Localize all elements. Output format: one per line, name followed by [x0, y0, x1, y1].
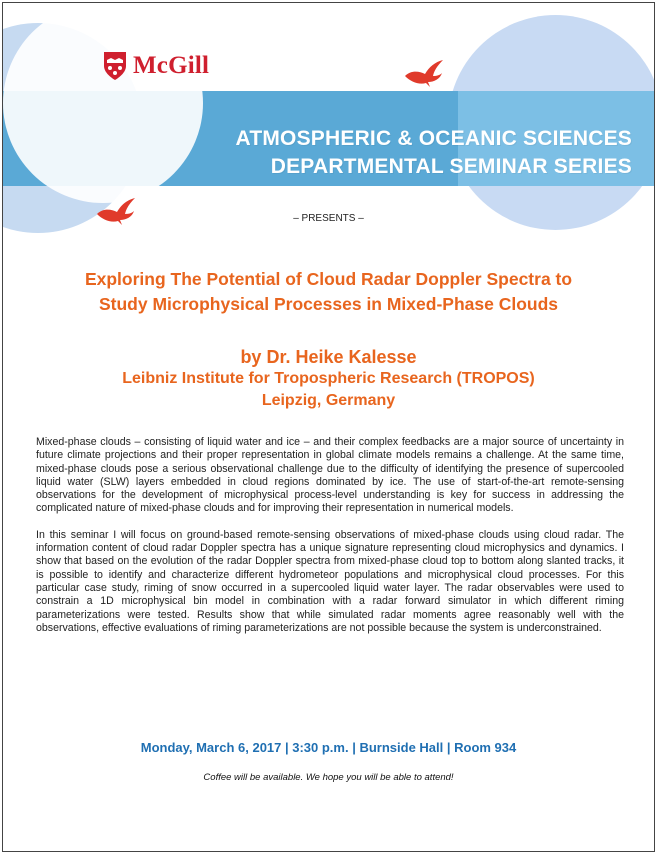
speaker-location: Leipzig, Germany: [261, 392, 396, 409]
coffee-note: Coffee will be available. We hope you will be able to attend!: [203, 772, 454, 783]
speaker-block: [3, 346, 654, 412]
abstract-paragraph-1: Mixed-phase clouds – consisting of liquid water and ice – and their complex feedbacks are a major source of uncertainty in future climate projections and their proper representation in global climate models remains a challenge. At the same time, mixed-phase clouds pose a serious observational challenge due to the difficulty of identifying the presence of supercooled liquid water (SLW) layers embedded in cloud regions dominated by ice. The use of start-of-the-art remote-sensing observations for the development of microphysical process-level understanding is key for success in addressing the complicated nature of mixed-phase clouds and for improving their representation in numerical models.: [36, 436, 624, 515]
abstract: [36, 436, 624, 648]
mcgill-shield-icon: [103, 51, 127, 81]
series-line-2: DEPARTMENTAL SEMINAR SERIES: [270, 155, 632, 178]
abstract-paragraph-2: In this seminar I will focus on ground-based remote-sensing observations of mixed-phase clouds using cloud radar. The information content of cloud radar Doppler spectra has a unique signature representing cloud microphysics and dynamics. I show that based on the evolution of the radar Doppler spectra from mixed-phase cloud top to bottom along slanted tracks, it is possible to identify and characterize different hydrometeor populations and microphysical cloud processes. For this particular case study, riming of snow occurred in a supercooled liquid water layer. The radar observables were used to constrain a 1D microphysical bin model in combination with a radar forward simulator in which different riming parameterizations were tested. Results show that while simulated radar moments agree reasonably well with the observations, effective evaluations of riming parameterizations are not possible because the system is underconstrained.: [36, 528, 624, 634]
seminar-poster: [2, 2, 655, 852]
speaker-name: by Dr. Heike Kalesse: [240, 347, 417, 367]
seminar-series-heading: [236, 125, 632, 181]
event-details: Monday, March 6, 2017 | 3:30 p.m. | Burnside Hall | Room 934: [140, 740, 517, 755]
mcgill-logo: [103, 51, 209, 81]
talk-title: [43, 267, 614, 317]
presents-label: – PRESENTS –: [293, 213, 364, 224]
red-bird-icon: [403, 58, 445, 88]
talk-title-line-1: Exploring The Potential of Cloud Radar Doppler Spectra to: [84, 269, 573, 289]
decorative-circle-center: [3, 3, 203, 203]
series-line-1: ATMOSPHERIC & OCEANIC SCIENCES: [235, 127, 632, 150]
speaker-institute: Leibniz Institute for Tropospheric Research (TROPOS): [122, 370, 535, 387]
talk-title-line-2: Study Microphysical Processes in Mixed-Phase Clouds: [98, 294, 559, 314]
mcgill-wordmark: McGill: [133, 52, 210, 79]
